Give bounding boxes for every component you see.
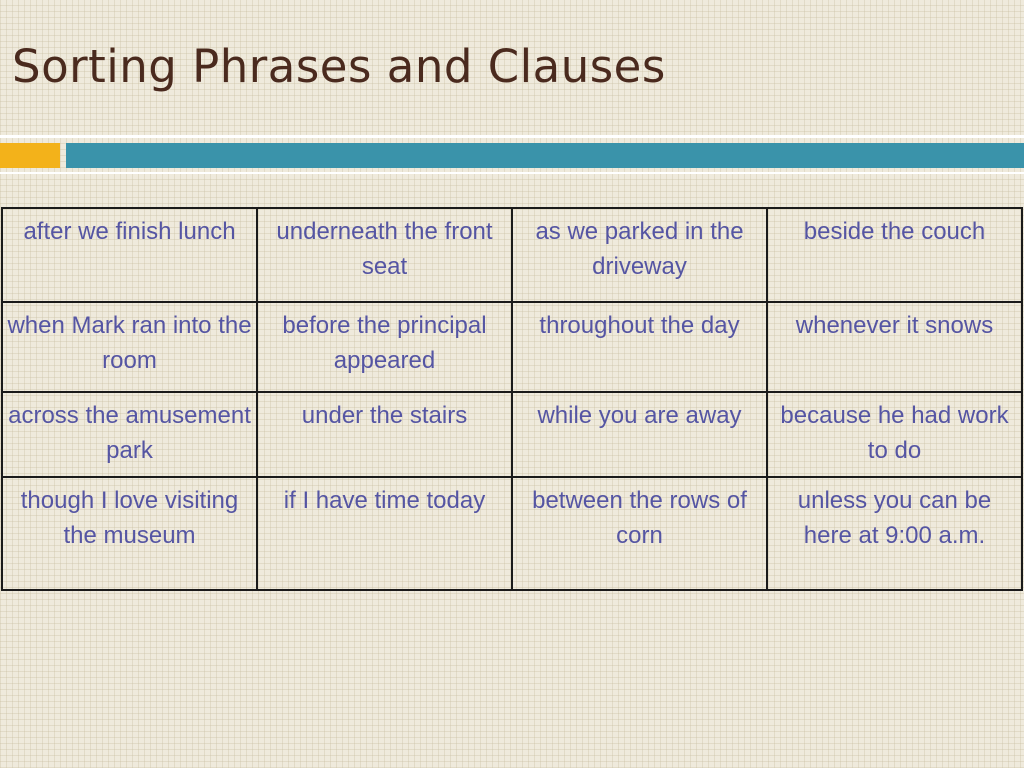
table-cell: unless you can be here at 9:00 a.m. [767, 477, 1022, 590]
accent-bar-teal [66, 143, 1024, 168]
table-cell: while you are away [512, 392, 767, 477]
slide-title: Sorting Phrases and Clauses [12, 40, 666, 93]
table-row [2, 208, 1022, 302]
table-cell: after we finish lunch [2, 208, 257, 302]
table-row [2, 302, 1022, 392]
phrases-clauses-table [1, 207, 1023, 591]
title-divider-top [0, 135, 1024, 138]
table-cell: beside the couch [767, 208, 1022, 302]
accent-bar-orange [0, 143, 60, 168]
title-divider-bottom [0, 172, 1024, 174]
table-cell: because he had work to do [767, 392, 1022, 477]
table-cell: whenever it snows [767, 302, 1022, 392]
table-cell: when Mark ran into the room [2, 302, 257, 392]
table-row [2, 392, 1022, 477]
table-cell: between the rows of corn [512, 477, 767, 590]
table-row [2, 477, 1022, 590]
table-cell: under the stairs [257, 392, 512, 477]
table-cell: before the principal appeared [257, 302, 512, 392]
table-cell: throughout the day [512, 302, 767, 392]
table-cell: though I love visiting the museum [2, 477, 257, 590]
table-cell: if I have time today [257, 477, 512, 590]
table-cell: underneath the front seat [257, 208, 512, 302]
table-cell: across the amusement park [2, 392, 257, 477]
table-cell: as we parked in the driveway [512, 208, 767, 302]
